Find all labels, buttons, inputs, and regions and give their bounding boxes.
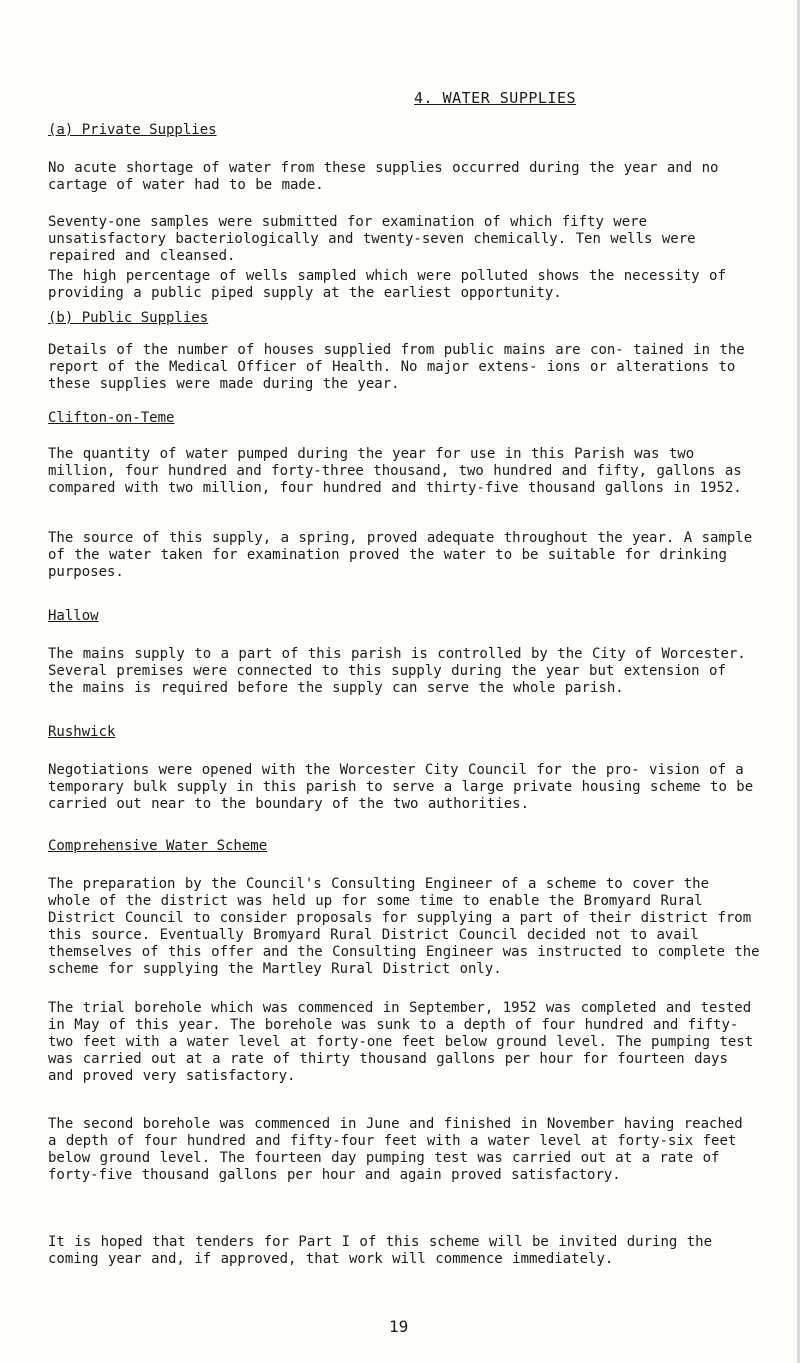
paragraph-text: Details of the number of houses supplied from public mains are con- tained in the report of the Medical Officer of Health. No major extens- ions or alterations to these supplies were made during the year. (48, 342, 745, 392)
paragraph-rushwick-1 (48, 762, 760, 813)
heading-clifton-on-teme: Clifton-on-Teme (48, 410, 175, 426)
paragraph-text: The mains supply to a part of this parish is controlled by the City of Worcester. Several premises were connected to this supply during the year but extension of the mains is required before the supply can serve the whole parish. (48, 646, 746, 696)
paragraph-text: Negotiations were opened with the Worcester City Council for the pro- vision of a temporary bulk supply in this parish to serve a large private housing scheme to be carried out near to the boundary of the two authorities. (48, 762, 754, 812)
paragraph-private-1 (48, 160, 760, 194)
paragraph-public-1 (48, 342, 760, 393)
paragraph-private-3 (48, 268, 760, 302)
paragraph-text: No acute shortage of water from these supplies occurred during the year and no cartage of water had to be made. (48, 160, 719, 193)
heading-public-supplies: (b) Public Supplies (48, 310, 209, 326)
heading-comprehensive-water-scheme: Comprehensive Water Scheme (48, 838, 268, 854)
paragraph-clifton-1 (48, 446, 760, 497)
paragraph-comprehensive-4 (48, 1234, 760, 1268)
paragraph-text: The second borehole was commenced in June and finished in November having reached a depth of four hundred and fifty-four feet with a water level at forty-six feet below ground level. The fourteen day pumping test was carried out at a rate of forty-five thousand gallons per hour and again proved satisfactory. (48, 1116, 743, 1183)
paragraph-text: The trial borehole which was commenced in September, 1952 was completed and tested in May of this year. The borehole was sunk to a depth of four hundred and fifty-two feet with a water level at forty-one feet below ground level. The pumping test was carried out at a rate of thirty thousand gallons per hour for fourteen days and proved very satisfactory. (48, 1000, 754, 1084)
paragraph-private-2 (48, 214, 760, 265)
paragraph-clifton-2 (48, 530, 760, 581)
page-title: 4. WATER SUPPLIES (414, 89, 577, 107)
paragraph-text: The high percentage of wells sampled which were polluted shows the necessity of providing a public piped supply at the earliest opportunity. (48, 268, 726, 301)
paragraph-text: The preparation by the Council's Consulting Engineer of a scheme to cover the whole of the district was held up for some time to enable the Bromyard Rural District Council to consider proposals for supplying a part of their district from this source. Eventually Bromyard Rural District Council decided not to avail themselves of this offer and the Consulting Engineer was instructed to complete the scheme for supplying the Martley Rural District only. (48, 876, 760, 977)
paragraph-comprehensive-1 (48, 876, 760, 978)
heading-hallow: Hallow (48, 608, 99, 624)
paragraph-comprehensive-2 (48, 1000, 760, 1085)
paragraph-text: Seventy-one samples were submitted for examination of which fifty were unsatisfactory bacteriologically and twenty-seven chemically. Ten wells were repaired and cleansed. (48, 214, 696, 264)
paragraph-hallow-1 (48, 646, 760, 697)
paragraph-text: The quantity of water pumped during the year for use in this Parish was two million, four hundred and forty-three thousand, two hundred and fifty, gallons as compared with two million, four hundred and thirty-five thousand gallons in 1952. (48, 446, 742, 496)
paragraph-text: It is hoped that tenders for Part I of this scheme will be invited during the coming year and, if approved, that work will commence immediately. (48, 1234, 713, 1267)
heading-private-supplies: (a) Private Supplies (48, 122, 217, 138)
paragraph-comprehensive-3 (48, 1116, 760, 1184)
paragraph-text: The source of this supply, a spring, proved adequate throughout the year. A sample of the water taken for examination proved the water to be suitable for drinking purposes. (48, 530, 753, 580)
page-number: 19 (389, 1317, 409, 1336)
heading-rushwick: Rushwick (48, 724, 116, 740)
